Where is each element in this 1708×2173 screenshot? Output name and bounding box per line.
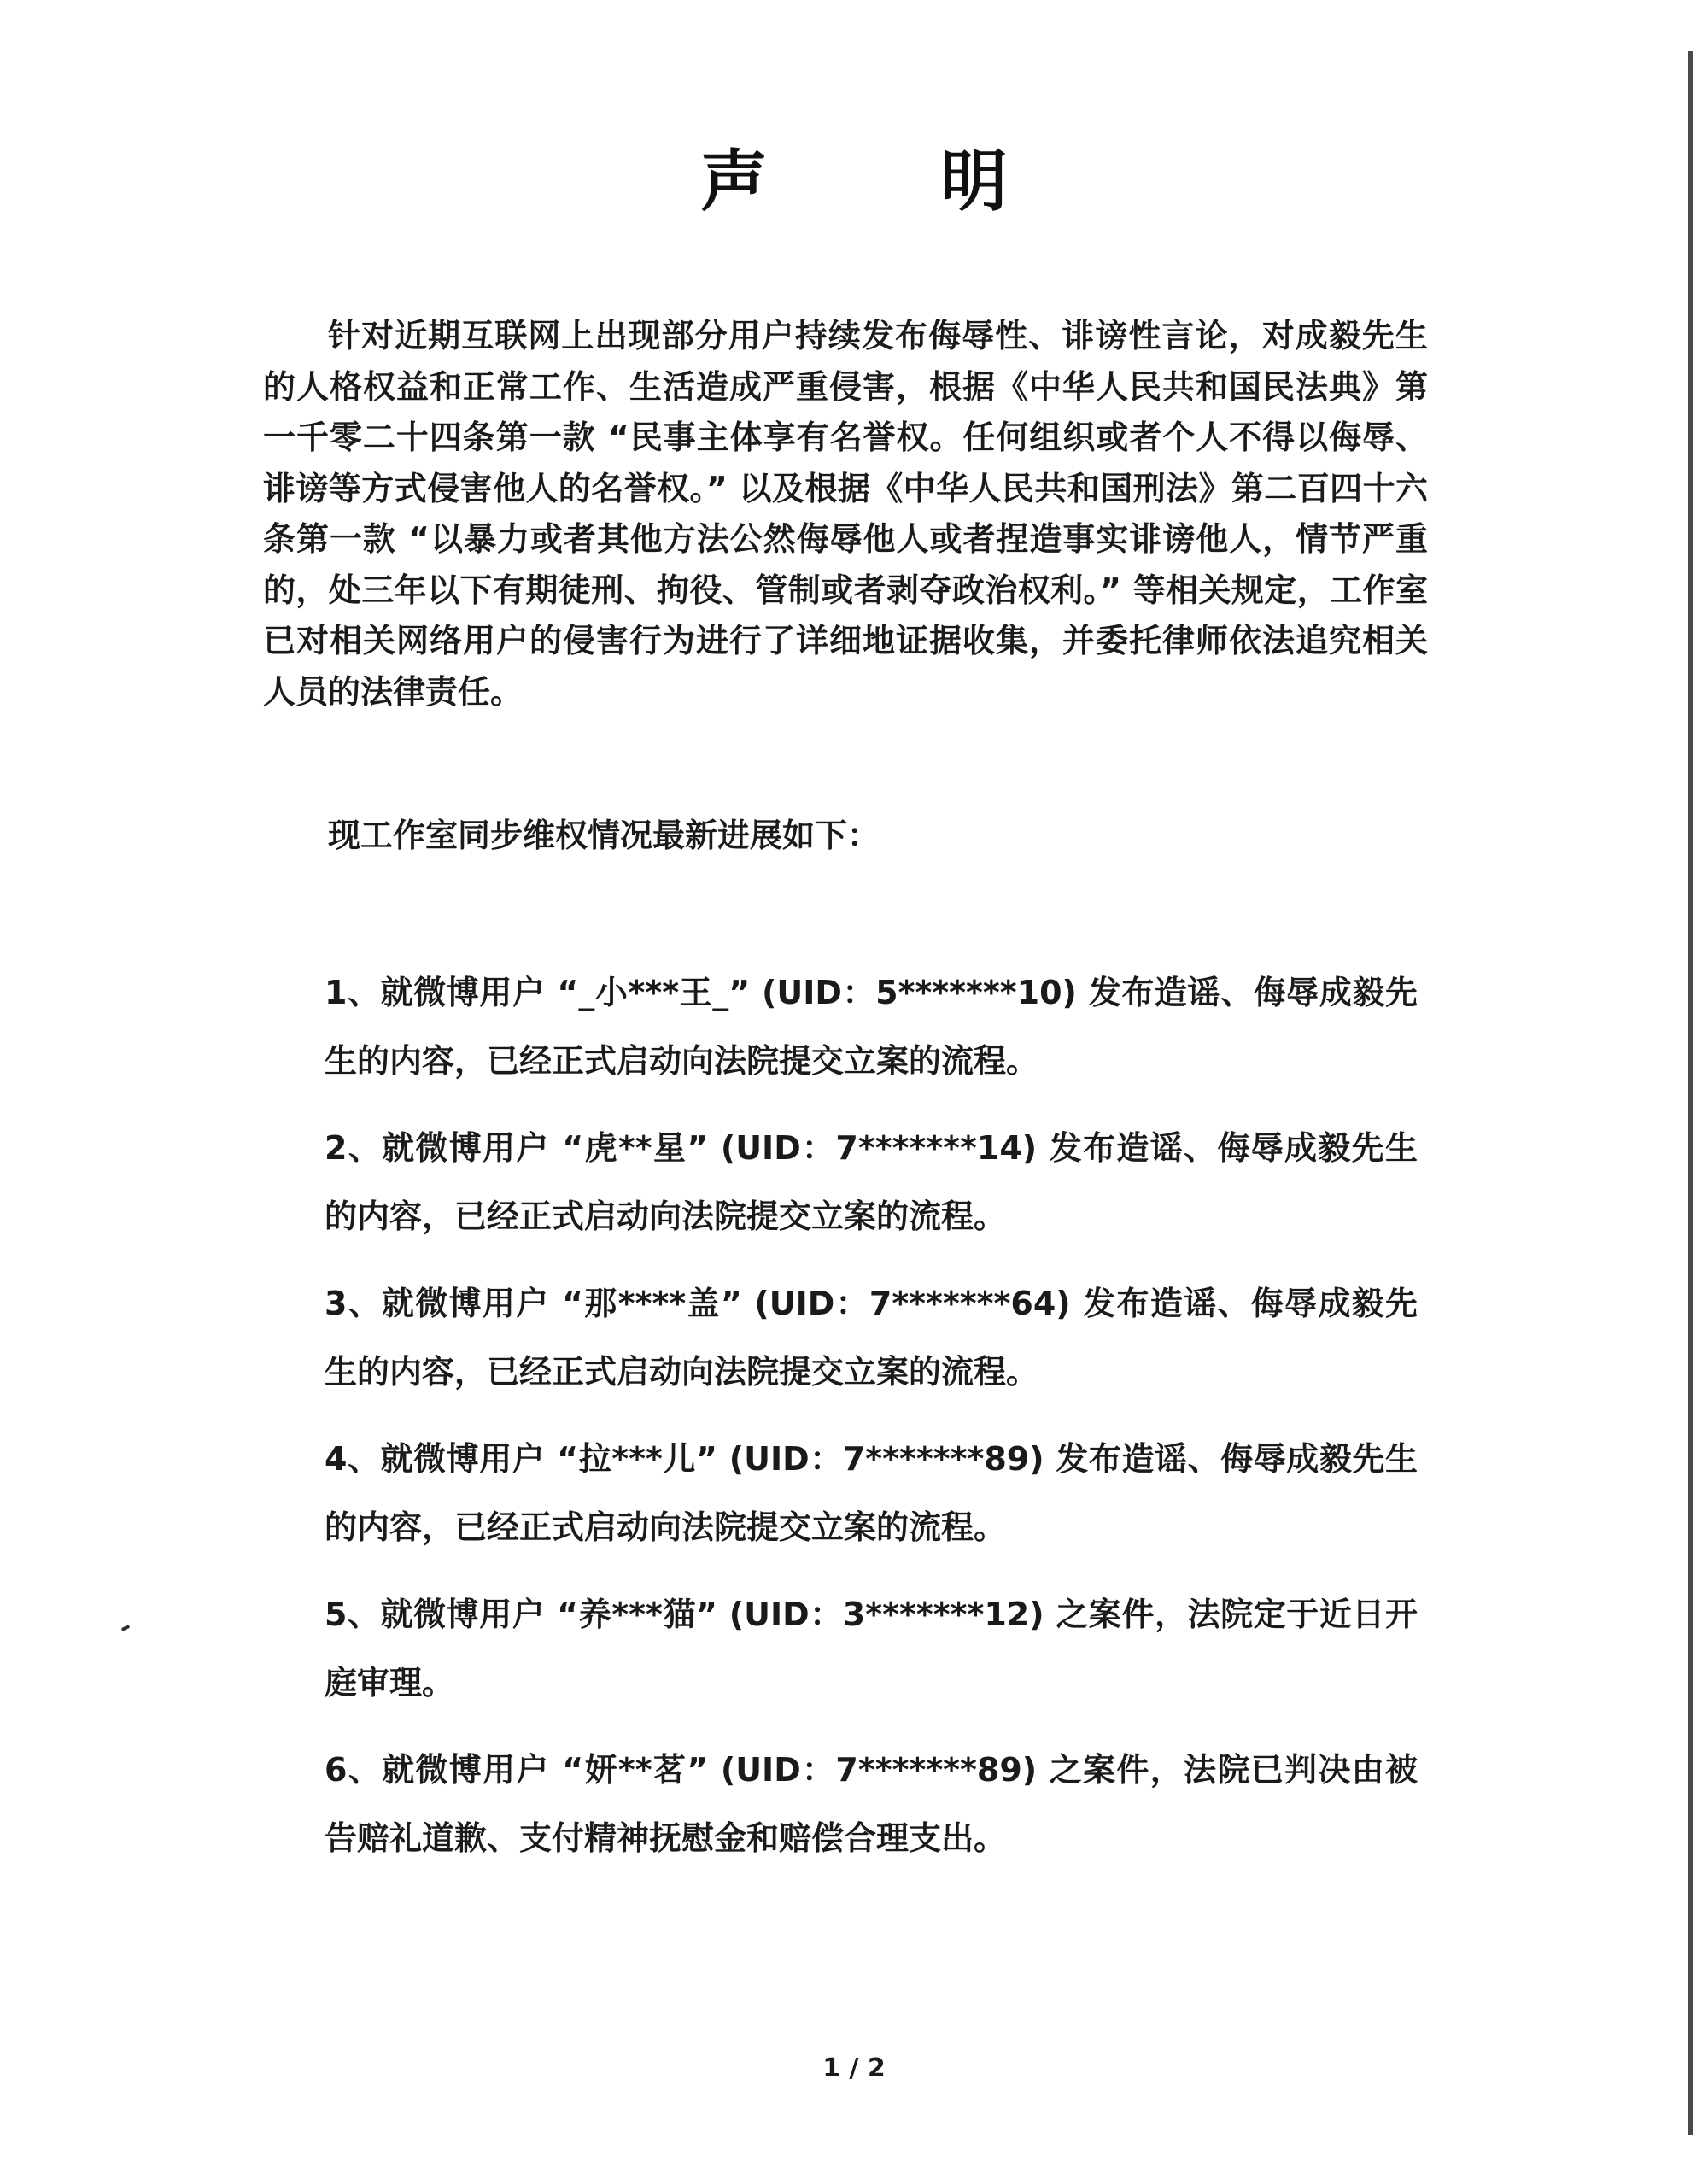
document-title: 声 明 xyxy=(700,144,1083,220)
page-number: 1 / 2 xyxy=(822,2053,886,2083)
scan-mark xyxy=(121,1625,131,1631)
list-item: 6、就微博用户 “妍**茗” (UID：7*******89) 之案件，法院已判决由被告赔礼道歉、支付精神抚慰金和赔偿合理支出。 xyxy=(325,1751,1418,1857)
list-item: 5、就微博用户 “养***猫” (UID：3*******12) 之案件，法院定于近日开庭审理。 xyxy=(325,1596,1418,1702)
progress-intro: 现工作室同步维权情况最新进展如下： xyxy=(328,817,880,854)
intro-paragraph: 针对近期互联网上出现部分用户持续发布侮辱性、诽谤性言论，对成毅先生的人格权益和正常工作、生活造成严重侵害，根据《中华人民共和国民法典》第一千零二十四条第一款 “民事主体享有名誉权。任何组织或者个人不得以侮辱、诽谤等方式侵害他人的名誉权。” 以及根据《中华人民共和国刑法》第二百四十六条第一款 “以暴力或者其他方法公然侮辱他人或者捏造事实诽谤他人，情节严重的，处三年以下有期徒刑、拘役、管制或者剥夺政治权利。” 等相关规定，工作室已对相关网络用户的侵害行为进行了详细地证据收集，并委托律师依法追究相关人员的法律责任。 xyxy=(263,317,1428,711)
list-item: 2、就微博用户 “虎**星” (UID：7*******14) 发布造谣、侮辱成毅先生的内容，已经正式启动向法院提交立案的流程。 xyxy=(325,1129,1418,1235)
list-item: 3、就微博用户 “那****盖” (UID：7*******64) 发布造谣、侮辱成毅先生的内容，已经正式启动向法院提交立案的流程。 xyxy=(325,1285,1418,1391)
page-edge-divider xyxy=(1688,51,1693,2135)
list-item: 1、就微博用户 “_小***王_” (UID：5*******10) 发布造谣、侮辱成毅先生的内容，已经正式启动向法院提交立案的流程。 xyxy=(325,974,1418,1080)
list-item: 4、就微博用户 “拉***儿” (UID：7*******89) 发布造谣、侮辱成毅先生的内容，已经正式启动向法院提交立案的流程。 xyxy=(325,1440,1418,1546)
